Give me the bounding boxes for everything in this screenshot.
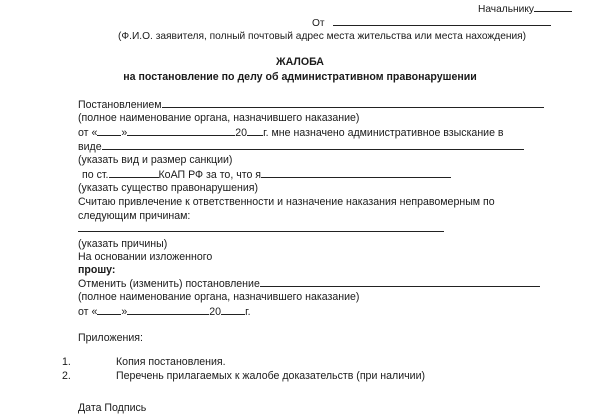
date2-from: от « <box>78 306 98 318</box>
date-suffix: г. мне назначено административное взыскание в <box>263 127 504 139</box>
basis-text: На основании изложенного <box>78 251 213 263</box>
date-line <box>78 126 504 140</box>
date2-year-blank <box>221 305 245 315</box>
date2-suffix: г. <box>245 306 251 318</box>
reasons-note: (указать причины) <box>78 238 168 250</box>
type-label: виде <box>78 141 102 153</box>
header-note: (Ф.И.О. заявителя, полный почтовый адрес места жительства или места нахождения) <box>118 31 527 42</box>
ruling-note: (полное наименование органа, назначившего наказание) <box>78 112 360 124</box>
article-desc-blank <box>261 168 451 178</box>
date2-mid: » <box>121 306 128 318</box>
date-year: 20 <box>235 127 248 139</box>
ask-text: прошу: <box>78 264 116 276</box>
reasons-blank <box>78 222 444 232</box>
ruling-line <box>78 98 544 112</box>
addressee-line <box>478 2 572 16</box>
attachment-item: Копия постановления. <box>116 356 226 368</box>
from-blank <box>333 16 551 26</box>
attachments-label: Приложения: <box>78 332 143 344</box>
date-signature: Дата Подпись <box>78 402 147 414</box>
reasons-line <box>78 222 444 236</box>
type-note: (указать вид и размер санкции) <box>78 154 233 166</box>
date-month-blank <box>127 126 235 136</box>
article-mid: КоАП РФ за то, что я <box>158 169 262 181</box>
consider-line-1: Считаю привлечение к ответственности и назначение наказания неправомерным по <box>78 196 495 208</box>
addressee-label: Начальнику <box>478 4 535 15</box>
cancel-blank <box>260 277 540 287</box>
type-line <box>78 140 524 154</box>
date-day-blank <box>97 126 121 136</box>
article-note: (указать существо правонарушения) <box>78 182 259 194</box>
ruling-blank <box>162 98 544 108</box>
cancel-line <box>78 277 540 291</box>
type-blank <box>102 140 524 150</box>
document-title: ЖАЛОБА <box>276 56 324 68</box>
from-label: От <box>312 18 325 29</box>
date2-line <box>78 305 251 319</box>
attachment-number: 1. <box>62 356 71 368</box>
attachment-item: Перечень прилагаемых к жалобе доказательств (при наличии) <box>116 370 426 382</box>
from-line <box>312 16 551 30</box>
ruling-label: Постановлением <box>78 99 162 111</box>
date2-year: 20 <box>209 306 222 318</box>
article-line <box>82 168 451 182</box>
date-year-blank <box>247 126 263 136</box>
article-blank <box>109 168 159 178</box>
date-from: от « <box>78 127 98 139</box>
document-subtitle: на постановление по делу об административном правонарушении <box>123 71 477 83</box>
date-mid: » <box>121 127 128 139</box>
consider-line-2: следующим причинам: <box>78 210 191 222</box>
cancel-label: Отменить (изменить) постановление <box>78 278 260 290</box>
date2-month-blank <box>127 305 209 315</box>
addressee-blank <box>534 2 572 12</box>
article-prefix: по ст. <box>82 169 109 181</box>
cancel-note: (полное наименование органа, назначившего наказание) <box>78 291 360 303</box>
date2-day-blank <box>97 305 121 315</box>
attachment-number: 2. <box>62 370 71 382</box>
